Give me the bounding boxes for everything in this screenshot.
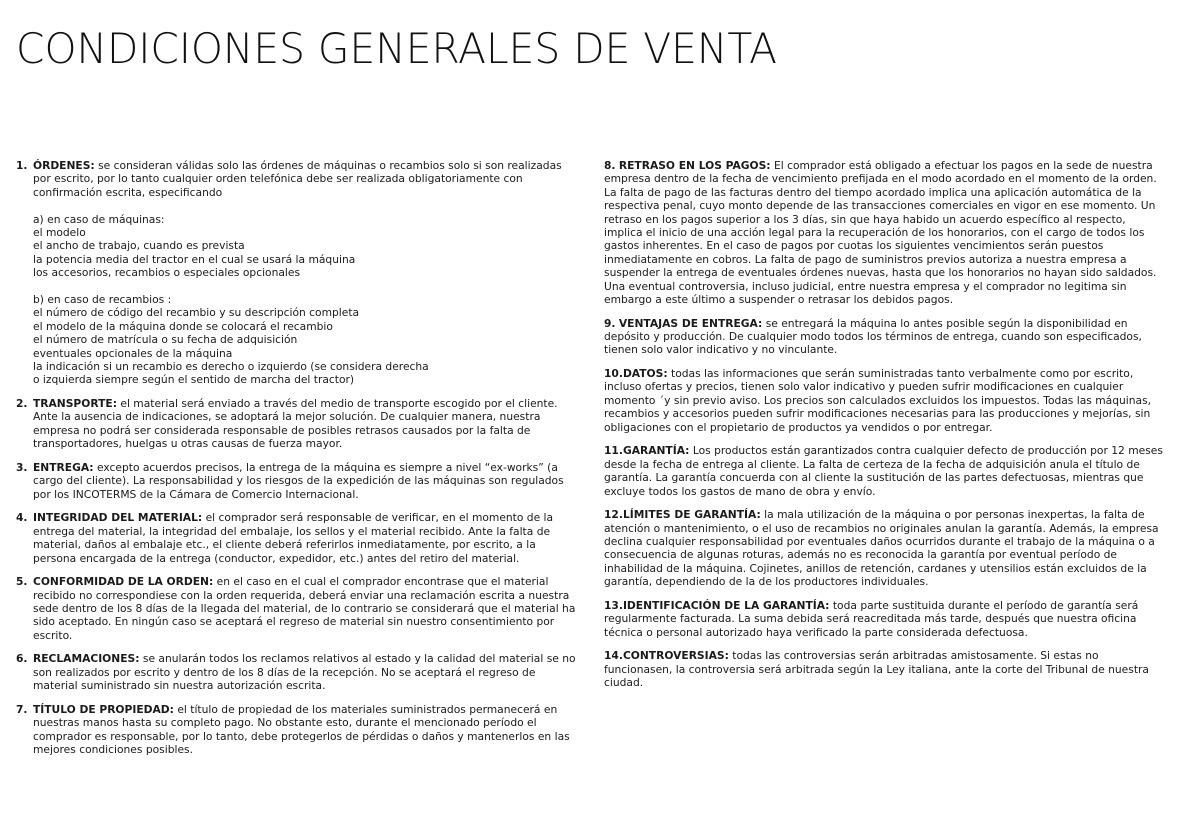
clause-retraso-pagos — [604, 159, 1164, 306]
clause-ordenes — [16, 159, 582, 387]
clause-heading: GARANTÍA: — [622, 444, 690, 458]
clause-body: toda parte sustituida durante el período de garantía será regularmente facturada. La suma debida será reacreditada más tarde, después que nuestra oficina técnica o personal autorizado haya verificado la parte considerada defectuosa. — [604, 598, 1139, 639]
clause-identificacion-garantia — [604, 599, 1164, 639]
clause-number: 7. — [16, 702, 28, 716]
clause-body: se anularán todos los reclamos relativos al estado y la calidad del material se no son realizados por escrito y dentro de los 8 días de la recepción. No se aceptará el regreso de material suministrado sin nuestra autorización escrita. — [33, 652, 576, 693]
clause-entrega — [16, 461, 582, 501]
clause-number: 6. — [16, 652, 28, 666]
clause-integridad — [16, 511, 582, 565]
clause-number: 2. — [16, 397, 28, 411]
clause-body: el material será enviado a través del medio de transporte escogido por el cliente. Ante la ausencia de indicaciones, se adoptará la mejor solución. De cualquier manera, nuestra empresa no podrá ser considerada responsable de posibles retrasos causados por la falta de transportadores, huelgas u otras causas de fuerza mayor. — [33, 397, 558, 451]
clause-body: se entregará la máquina lo antes posible según la disponibilidad en depósito y producción. De cualquier modo todos los términos de entrega, cuando son especificados, tienen solo valor indicativo y no vinculante. — [604, 316, 1142, 357]
list-item: el modelo de la máquina donde se colocará el recambio — [33, 319, 333, 333]
clause-heading: VENTAJAS DE ENTREGA: — [618, 316, 763, 330]
clause-body: la mala utilización de la máquina o por personas inexpertas, la falta de atención o mantenimiento, o el uso de recambios no originales anulan la garantía. Además, la empresa declina cualquier responsabilidad por eventuales daños ocurridos durante el trabajo de la máquina o a consecuencia de algunas roturas, además no es reconocida la garantía por eventual período de inhabilidad de la máquina. Cojinetes, anillos de retención, cardanes y utensilios están excluidos de la garantía, dependiendo de la de los productores individuales. — [604, 508, 1159, 589]
clause-heading: ENTREGA: — [33, 460, 94, 474]
clause-number: 9. — [604, 316, 616, 330]
clause-number: 5. — [16, 575, 28, 589]
page-title: CONDICIONES GENERALES DE VENTA — [16, 24, 777, 73]
clause-heading: ÓRDENES: — [33, 159, 95, 172]
clause-heading: IDENTIFICACIÓN DE LA GARANTÍA: — [622, 598, 830, 612]
list-item: eventuales opcionales de la máquina — [33, 346, 233, 360]
clause-body: Los productos están garantizados contra cualquier defecto de producción por 12 meses desde la fecha de entrega al cliente. La falta de certeza de la fecha de adquisición anula el título de garantía. La garantía concuerda con al cliente la sustitución de las partes defectuosas, mientras que excluye todos los gastos de mano de obra y envío. — [604, 444, 1163, 498]
list-item: la potencia media del tractor en el cual se usará la máquina — [33, 252, 356, 266]
clause-number: 1. — [16, 159, 28, 172]
clause-heading: LÍMITES DE GARANTÍA: — [622, 508, 761, 522]
clause-number: 10. — [604, 367, 623, 381]
list-item: el número de código del recambio y su descripción completa — [33, 306, 360, 320]
list-item: el número de matrícula o su fecha de adquisición — [33, 333, 298, 347]
spare-parts-title: b) en caso de recambios : — [33, 293, 172, 307]
clause-heading: RETRASO EN LOS PAGOS: — [618, 159, 771, 172]
clause-limites-garantia — [604, 508, 1164, 588]
clause-datos — [604, 367, 1164, 434]
clause-number: 3. — [16, 460, 28, 474]
clause-body: el título de propiedad de los materiales suministrados permanecerá en nuestras manos hasta su completo pago. No obstante esto, durante el mencionado período el comprador es responsable, por lo tanto, debe protegerlos de pérdidas o daños y mantenerlos en las mejores condiciones posibles. — [33, 702, 570, 756]
clause-transporte — [16, 397, 582, 451]
clause-body: todas las controversias serán arbitradas amistosamente. Si estas no funcionasen, la controversia será arbitrada según la Ley italiana, ante la corte del Tribunal de nuestra ciudad. — [604, 649, 1149, 689]
list-item: los accesorios, recambios o especiales opcionales — [33, 266, 301, 280]
clause-number: 4. — [16, 511, 28, 525]
right-column — [604, 159, 1164, 700]
clause-number: 11. — [604, 444, 623, 458]
list-item: el ancho de trabajo, cuando es prevista — [33, 239, 245, 253]
clause-number: 14. — [604, 649, 623, 663]
clause-number: 13. — [604, 598, 623, 612]
list-item: el modelo — [33, 226, 86, 240]
clause-reclamaciones — [16, 652, 582, 692]
clause-garantia — [604, 444, 1164, 498]
list-item: la indicación si un recambio es derecho o izquierdo (se considera derecha — [33, 360, 429, 374]
clause-number: 12. — [604, 508, 623, 522]
clause-heading: DATOS: — [622, 367, 668, 381]
left-column — [16, 159, 582, 767]
clause-number: 8. — [604, 159, 616, 172]
clause-heading: TRANSPORTE: — [33, 397, 117, 411]
clause-body: el comprador será responsable de verificar, en el momento de la entrega del material, la integridad del embalaje, los sellos y el material recibido. Ante la falta de material, daños al embalaje etc., el cliente deberá referirlos inmediatamente, por escrito, a la persona encargada de la entrega (conductor, expedidor, etc.) antes del retiro del material. — [33, 511, 554, 565]
machines-title: a) en caso de máquinas: — [33, 212, 165, 226]
clause-body: en el caso en el cual el comprador encontrase que el material recibido no correspondiese con la orden requerida, deberá enviar una reclamación escrita a nuestra sede dentro de los 8 días de la llegada del material, de lo contrario se considerará que el material ha sido aceptado. En ningún caso se aceptará el regreso de material sin nuestro consentimiento por escrito. — [33, 575, 576, 642]
clause-body: todas las informaciones que serán suministradas tanto verbalmente como por escrito, incluso ofertas y precios, tienen solo valor indicativo y pueden sufrir modificaciones en cualquier momento ´y sin previo aviso. Los precios son calculados excluidos los impuestos. Todas las máquinas, recambios y accesorios pueden sufrir modificaciones necesarias para las producciones y mejorías, sin obligaciones con el propietario de productos ya vendidos o por entregar. — [604, 367, 1152, 434]
clause-body: El comprador está obligado a efectuar los pagos en la sede de nuestra empresa dentro de la fecha de vencimiento prefijada en el modo acordado en el momento de la orden. La falta de pago de las facturas dentro del tiempo acordado implica una aplicación automática de la respectiva penal, cuyo monto depende de las transacciones comerciales en vigor en ese momento. Un retraso en los pagos superior a los 3 días, sin que haya habido un acuerdo específico al respecto, implica el inicio de una acción legal para la recuperación de los honorarios, con el cargo de todos los gastos inherentes. En el caso de pagos por cuotas los siguientes vencimientos serán puestos inmediatamente en cobros. La falta de pago de suministros previos autoriza a nuestra empresa a suspender la entrega de eventuales órdenes nuevas, hasta que los honorarios no hayan sido saldados. Una eventual controversia, incluso judicial, entre nuestra empresa y el comprador no legitima sin embargo a este último a suspender o retrasar los debidos pagos. — [604, 159, 1157, 307]
clause-ventajas-entrega — [604, 317, 1164, 357]
clause-heading: CONFORMIDAD DE LA ORDEN: — [33, 575, 214, 589]
machines-block — [33, 213, 582, 280]
clause-heading: INTEGRIDAD DEL MATERIAL: — [33, 511, 203, 525]
clause-body: se consideran válidas solo las órdenes de máquinas o recambios solo si son realizadas por escrito, por lo tanto cualquier orden telefónica debe ser realizada obligatoriamente con confirmación escrita, especificando — [33, 159, 562, 199]
clause-titulo-propiedad — [16, 703, 582, 757]
clause-body: excepto acuerdos precisos, la entrega de la máquina es siempre a nivel “ex-works” (a cargo del cliente). La responsabilidad y los riesgos de la expedición de las máquinas son regulados por los INCOTERMS de la Cámara de Comercio Internacional. — [33, 460, 564, 501]
list-item: o izquierda siempre según el sentido de marcha del tractor) — [33, 373, 355, 387]
clause-controversias — [604, 649, 1164, 689]
clause-conformidad — [16, 575, 582, 642]
clause-heading: CONTROVERSIAS: — [622, 649, 729, 663]
spare-parts-block — [33, 293, 582, 387]
clause-heading: TÍTULO DE PROPIEDAD: — [33, 702, 174, 716]
clause-heading: RECLAMACIONES: — [33, 652, 140, 666]
